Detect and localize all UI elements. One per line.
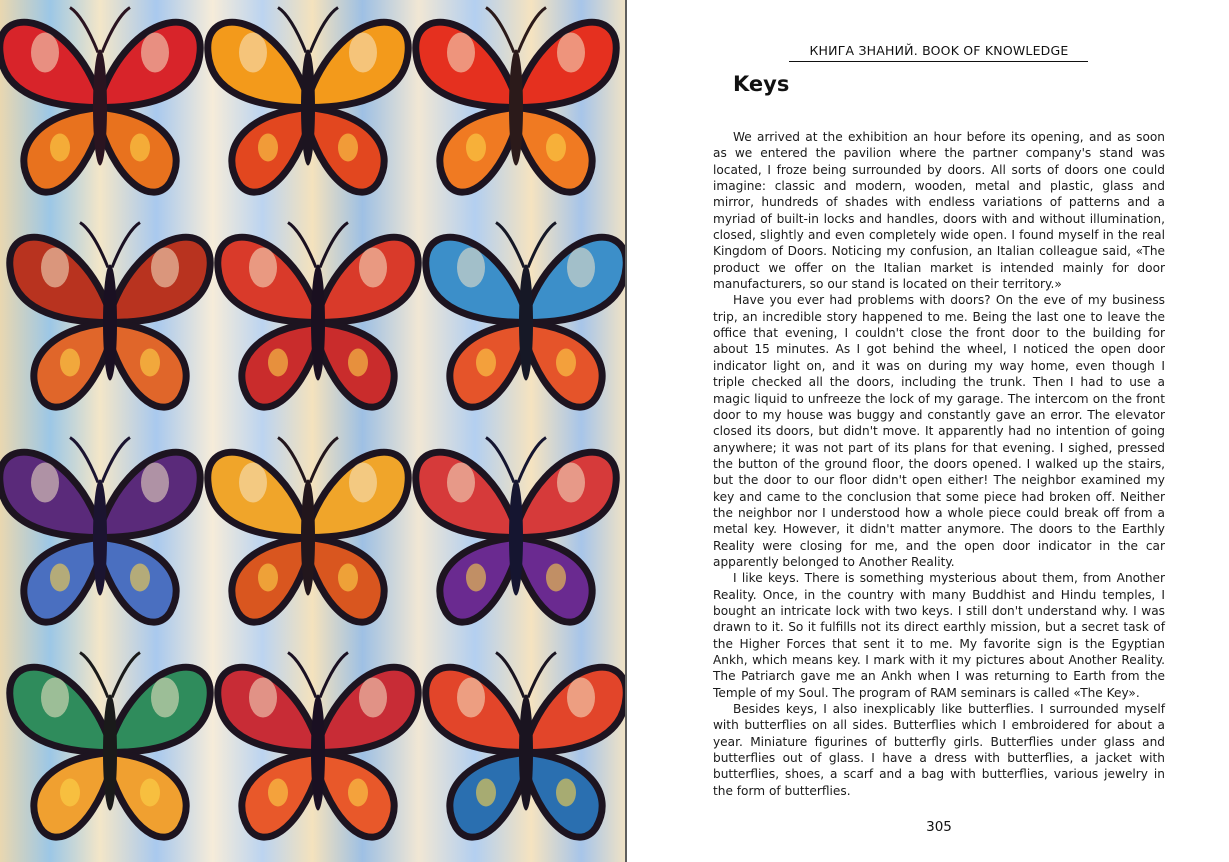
chapter-title: Keys bbox=[733, 72, 790, 96]
butterfly bbox=[208, 8, 408, 193]
butterfly bbox=[218, 223, 418, 408]
butterfly bbox=[0, 438, 200, 623]
butterfly bbox=[416, 8, 616, 193]
butterfly bbox=[10, 653, 210, 838]
page-number: 305 bbox=[926, 819, 952, 835]
chapter-body bbox=[713, 129, 1165, 799]
paragraph: We arrived at the exhibition an hour before its opening, and as soon as we entered the pavilion where the partner company's stand was located, I froze being surrounded by doors. All sorts of doors one could imagine: classic and modern, wooden, metal and plastic, glass and mirror, hundreds of shades with endless variations of patterns and a myriad of built-in locks and handles, doors with and without illumination, closed, slightly and even completely wide open. I found myself in the real Kingdom of Doors. Noticing my confusion, an Italian colleague said, «The product we offer on the Italian market is intended mainly for door manufacturers, so our stand is located on their territory.» bbox=[713, 130, 1165, 292]
butterfly bbox=[426, 223, 625, 408]
paragraph: Besides keys, I also inexplicably like butterflies. I surrounded myself with butterflies on all sides. Butterflies which I embroidered for about a year. Miniature figurines of butterfly girls. Butterflies under glass and butterflies out of glass. I have a dress with butterflies, a jacket with butterflies, shoes, a scarf and a bag with butterflies, various jewelry in the form of butterflies. bbox=[713, 702, 1165, 798]
butterfly bbox=[218, 653, 418, 838]
butterfly bbox=[208, 438, 408, 623]
header-rule bbox=[789, 61, 1088, 62]
running-header: КНИГА ЗНАНИЙ. BOOK OF KNOWLEDGE bbox=[809, 43, 1069, 58]
paragraph: I like keys. There is something mysterious about them, from Another Reality. Once, in the country with many Buddhist and Hindu temples, I bought an intricate lock with two keys. I still don't understand why. I was drawn to it. So it fulfills not its direct earthly mission, but a secret task of the Higher Forces that sent it to me. My favorite sign is the Egyptian Ankh, which means key. I mark with it my pictures about Another Reality. The Patriarch gave me an Ankh when I was returning to Earth from the Temple of my Soul. The program of RAM seminars is called «The Key». bbox=[713, 571, 1165, 700]
butterfly bbox=[416, 438, 616, 623]
paragraph: Have you ever had problems with doors? On the eve of my business trip, an incredible story happened to me. Being the last one to leave the office that evening, I couldn't close the front door to the building for about 15 minutes. As I got behind the wheel, I noticed the open door indicator light on, and it was on during my way home, even though I triple checked all the doors, including the trunk. Then I had to use a magic liquid to unfreeze the lock of my garage. The intercom on the front door to my house was buggy and constantly gave an error. The elevator closed its doors, but didn't move. It apparently had no intention of going anywhere; it was not part of its plans for that evening. I sighed, pressed the button of the ground floor, the doors opened. I walked up the stairs, but the door to our floor didn't open either! The neighbor examined my key and came to the conclusion that some piece had broken off. Neither the neighbor nor I understood how a whole piece could break off from a metal key. However, it didn't matter anymore. The doors to the Earthly Reality were closing for me, and the open door indicator in the car apparently belonged to Another Reality. bbox=[713, 293, 1165, 569]
butterfly bbox=[0, 8, 200, 193]
text-page bbox=[627, 0, 1229, 862]
butterfly bbox=[426, 653, 625, 838]
butterfly bbox=[10, 223, 210, 408]
